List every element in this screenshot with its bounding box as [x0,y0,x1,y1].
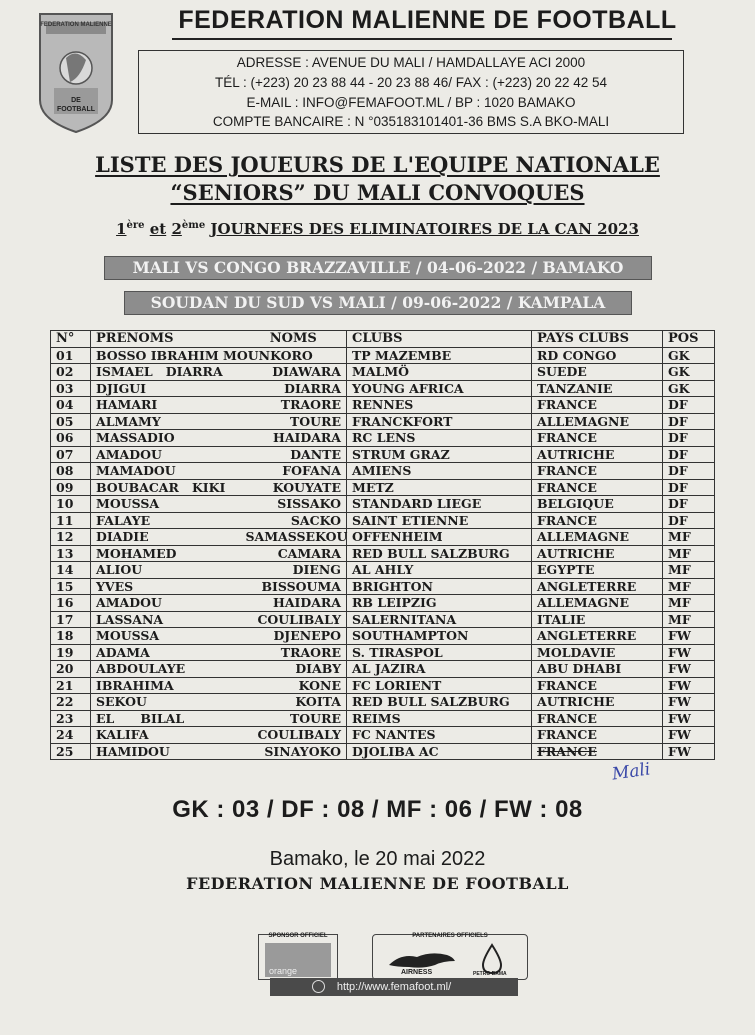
cell-pays: ANGLETERRE [532,578,663,595]
bank-line: COMPTE BANCAIRE : N °035183101401-36 BMS S.A BKO-MALI [212,114,610,129]
table-row [51,397,715,414]
cell-pays: FRANCE [532,677,663,694]
cell-club: OFFENHEIM [347,529,532,546]
cell-pays: ANGLETERRE [532,628,663,645]
cell-no: 08 [51,463,91,480]
cell-nom: DIARRA [241,380,347,397]
globe-icon [312,980,325,993]
website-url-text: http://www.femafoot.ml/ [336,981,452,993]
cell-pos: FW [663,628,715,645]
cell-pos: FW [663,694,715,711]
cell-club: SAINT ETIENNE [347,512,532,529]
table-row [51,446,715,463]
cell-prenom: SEKOU [91,694,241,711]
cell-club: BRIGHTON [347,578,532,595]
cell-prenom: ALMAMY [91,413,241,430]
cell-prenom: LASSANA [91,611,241,628]
cell-pays: MOLDAVIE [532,644,663,661]
table-row [51,727,715,744]
cell-pos: DF [663,397,715,414]
cell-club: AL AHLY [347,562,532,579]
cell-pos: DF [663,446,715,463]
cell-pos: FW [663,710,715,727]
cell-pos: DF [663,413,715,430]
cell-pays: FRANCE [532,512,663,529]
cell-prenom: MASSADIO [91,430,241,447]
cell-no: 21 [51,677,91,694]
cell-nom: HAIDARA [241,430,347,447]
cell-no: 22 [51,694,91,711]
cell-nom: FOFANA [241,463,347,480]
cell-pos: DF [663,430,715,447]
cell-nom: SISSAKO [241,496,347,513]
cell-club: SOUTHAMPTON [347,628,532,645]
cell-pays: AUTRICHE [532,446,663,463]
cell-pos: DF [663,512,715,529]
cell-club: RED BULL SALZBURG [347,545,532,562]
table-row [51,694,715,711]
petro-text: PETRO BAMA [473,971,507,977]
cell-no: 20 [51,661,91,678]
cell-club: REIMS [347,710,532,727]
cell-pays: FRANCE [532,397,663,414]
cell-prenom: ADAMA [91,644,241,661]
signature-federation: FEDERATION MALIENNE DE FOOTBALL [186,874,569,893]
cell-pos: GK [663,347,715,364]
cell-nom: DJENEPO [241,628,347,645]
cell-prenom: ISMAEL DIARRA [91,364,241,381]
cell-no: 25 [51,743,91,760]
col-header-noms: NOMS [241,331,347,348]
cell-no: 24 [51,727,91,744]
cell-no: 02 [51,364,91,381]
cell-pays: AUTRICHE [532,545,663,562]
cell-pays: BELGIQUE [532,496,663,513]
cell-pos: FW [663,661,715,678]
table-row [51,479,715,496]
table-row [51,545,715,562]
cell-pays: ALLEMAGNE [532,529,663,546]
cell-prenom: ABDOULAYE [91,661,241,678]
table-row [51,578,715,595]
cell-prenom: FALAYE [91,512,241,529]
cell-club: SALERNITANA [347,611,532,628]
cell-no: 16 [51,595,91,612]
table-row [51,413,715,430]
cell-club: AMIENS [347,463,532,480]
cell-nom: HAIDARA [241,595,347,612]
cell-pos: FW [663,727,715,744]
website-url[interactable] [270,978,518,996]
cell-prenom: BOSSO IBRAHIM MOUNKORO [91,347,241,364]
cell-pays: EGYPTE [532,562,663,579]
cell-club: S. TIRASPOL [347,644,532,661]
cell-pays: AUTRICHE [532,694,663,711]
cell-prenom: DJIGUI [91,380,241,397]
cell-prenom: ALIOU [91,562,241,579]
cell-pos: DF [663,479,715,496]
cell-no: 19 [51,644,91,661]
col-header-pays: PAYS CLUBS [532,331,663,348]
cell-prenom: EL BILAL [91,710,241,727]
cell-no: 13 [51,545,91,562]
cell-pays: FRANCE [532,710,663,727]
partners-label: PARTENAIRES OFFICIELS [412,933,488,939]
cell-pays: FRANCE [532,463,663,480]
cell-no: 01 [51,347,91,364]
cell-nom: SACKO [241,512,347,529]
cell-no: 05 [51,413,91,430]
cell-no: 06 [51,430,91,447]
cell-no: 17 [51,611,91,628]
cell-nom: TRAORE [241,397,347,414]
cell-pos: MF [663,611,715,628]
cell-nom: BISSOUMA [241,578,347,595]
table-row [51,611,715,628]
cell-club: RC LENS [347,430,532,447]
cell-club: TP MAZEMBE [347,347,532,364]
cell-pays: TANZANIE [532,380,663,397]
col-header-pos: POS [663,331,715,348]
sponsor-label: SPONSOR OFFICIEL [268,933,328,939]
cell-nom: TOURE [241,413,347,430]
cell-club: DJOLIBA AC [347,743,532,760]
cell-nom: DANTE [241,446,347,463]
cell-nom: TOURE [241,710,347,727]
cell-pos: DF [663,463,715,480]
list-title-line1: LISTE DES JOUEURS DE L'EQUIPE NATIONALE [95,152,660,177]
cell-club: FRANCKFORT [347,413,532,430]
cell-prenom: HAMARI [91,397,241,414]
cell-club: METZ [347,479,532,496]
table-row [51,529,715,546]
cell-no: 14 [51,562,91,579]
cell-nom: SAMASSEKOU [241,529,347,546]
cell-pos: MF [663,578,715,595]
cell-pays: FRANCE [532,479,663,496]
cell-nom: DIAWARA [241,364,347,381]
orange-logo-text: orange [269,966,298,976]
cell-club: YOUNG AFRICA [347,380,532,397]
cell-pos: MF [663,562,715,579]
cell-pos: MF [663,595,715,612]
cell-prenom: DIADIE [91,529,241,546]
partners-box [372,934,528,980]
cell-pays: FRANCE [532,430,663,447]
table-row [51,595,715,612]
logo-text-top: FEDERATION MALIENNE [40,22,112,28]
cell-no: 10 [51,496,91,513]
address-line: ADRESSE : AVENUE DU MALI / HAMDALLAYE ACI 2000 [236,55,586,70]
cell-club: FC LORIENT [347,677,532,694]
handwritten-correction: Mali [610,759,652,785]
cell-prenom: MAMADOU [91,463,241,480]
cell-no: 09 [51,479,91,496]
cell-prenom: HAMIDOU [91,743,241,760]
cell-pays: ALLEMAGNE [532,595,663,612]
cell-no: 04 [51,397,91,414]
cell-club: MALMÖ [347,364,532,381]
cell-prenom: MOUSSA [91,628,241,645]
email-line: E-MAIL : INFO@FEMAFOOT.ML / BP : 1020 BAMAKO [246,95,576,110]
cell-pays: ABU DHABI [532,661,663,678]
cell-nom: CAMARA [241,545,347,562]
table-row [51,677,715,694]
table-row [51,644,715,661]
positions-summary: GK : 03 / DF : 08 / MF : 06 / FW : 08 [172,796,583,823]
cell-pays: FRANCE [532,727,663,744]
col-header-no: N° [51,331,91,348]
cell-pays: ITALIE [532,611,663,628]
sponsor-box [258,934,338,980]
cell-pays: ALLEMAGNE [532,413,663,430]
cell-no: 03 [51,380,91,397]
cell-pos: GK [663,380,715,397]
list-title-line2: “SENIORS” DU MALI CONVOQUES [170,180,585,205]
table-row [51,743,715,760]
cell-nom: COULIBALY [241,727,347,744]
cell-no: 18 [51,628,91,645]
cell-pos: GK [663,364,715,381]
cell-nom: DIABY [241,661,347,678]
cell-pays: FRANCE [532,743,663,760]
cell-prenom: MOUSSA [91,496,241,513]
players-table [50,330,715,760]
cell-pos: FW [663,644,715,661]
cell-no: 07 [51,446,91,463]
cell-prenom: KALIFA [91,727,241,744]
address-box [138,50,684,134]
cell-pos: FW [663,677,715,694]
cell-club: STANDARD LIEGE [347,496,532,513]
cell-pos: DF [663,496,715,513]
journees-subtitle: 1ère et 2ème JOURNEES DES ELIMINATOIRES DE LA CAN 2023 [116,220,639,238]
orange-logo [265,943,331,977]
logo-text-bottom: DE FOOTBALL [56,97,96,113]
table-row [51,661,715,678]
match-1-banner: MALI VS CONGO BRAZZAVILLE / 04-06-2022 / BAMAKO [104,256,652,280]
cell-club: FC NANTES [347,727,532,744]
cell-prenom: YVES [91,578,241,595]
cell-club: STRUM GRAZ [347,446,532,463]
table-row [51,496,715,513]
cell-club: RB LEIPZIG [347,595,532,612]
cell-club: RENNES [347,397,532,414]
cell-no: 12 [51,529,91,546]
cell-no: 15 [51,578,91,595]
cell-pos: MF [663,545,715,562]
phone-line: TÉL : (+223) 20 23 88 44 - 20 23 88 46/ FAX : (+223) 20 22 42 54 [214,75,608,90]
table-row [51,628,715,645]
cell-club: RED BULL SALZBURG [347,694,532,711]
cell-prenom: MOHAMED [91,545,241,562]
cell-nom: DIENG [241,562,347,579]
table-row [51,380,715,397]
table-row [51,562,715,579]
cell-pos: FW [663,743,715,760]
cell-nom: TRAORE [241,644,347,661]
col-header-clubs: CLUBS [347,331,532,348]
cell-pays: SUEDE [532,364,663,381]
title-underline [172,38,672,40]
cell-prenom: AMADOU [91,446,241,463]
cell-prenom: IBRAHIMA [91,677,241,694]
table-row [51,347,715,364]
col-header-prenoms: PRENOMS [91,331,241,348]
match-2-banner: SOUDAN DU SUD VS MALI / 09-06-2022 / KAMPALA [124,291,632,315]
table-row [51,512,715,529]
cell-nom: SINAYOKO [241,743,347,760]
place-date: Bamako, le 20 mai 2022 [269,848,486,870]
cell-prenom: AMADOU [91,595,241,612]
table-header-row [51,331,715,348]
cell-nom: COULIBALY [241,611,347,628]
cell-no: 23 [51,710,91,727]
cell-pays: RD CONGO [532,347,663,364]
table-row [51,710,715,727]
table-row [51,430,715,447]
federation-title: FEDERATION MALIENNE DE FOOTBALL [178,6,677,34]
cell-no: 11 [51,512,91,529]
cell-prenom: BOUBACAR KIKI [91,479,241,496]
cell-nom: KONE [241,677,347,694]
cell-nom: KOITA [241,694,347,711]
table-row [51,463,715,480]
cell-nom: KOUYATE [241,479,347,496]
cell-club: AL JAZIRA [347,661,532,678]
table-row [51,364,715,381]
airness-text: AIRNESS [401,969,433,976]
cell-pos: MF [663,529,715,546]
